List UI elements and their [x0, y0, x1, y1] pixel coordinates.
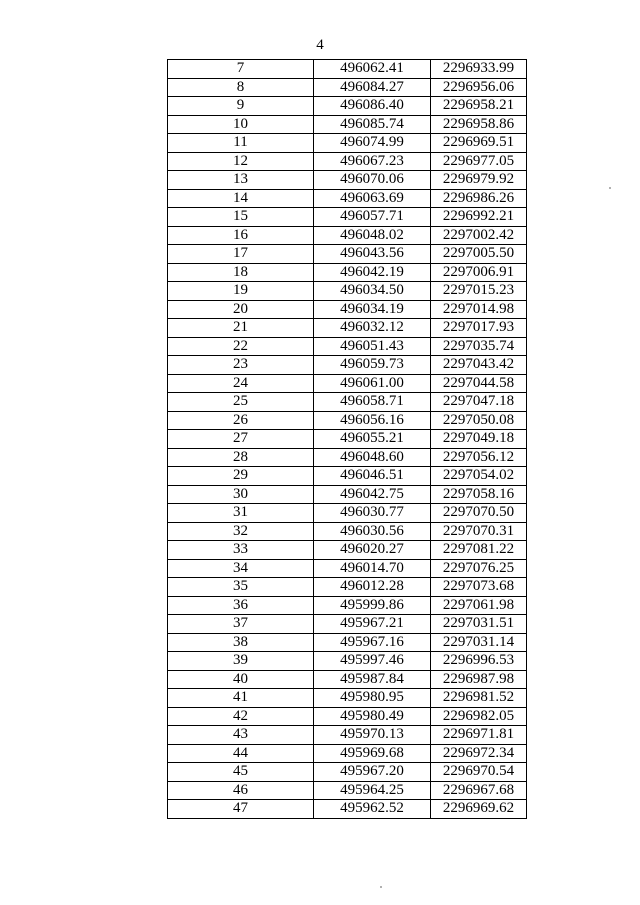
- x-coordinate-cell: 496020.27: [314, 541, 431, 560]
- x-coordinate-cell: 495987.84: [314, 670, 431, 689]
- y-coordinate-cell: 2297015.23: [431, 282, 527, 301]
- table-row: [168, 689, 527, 708]
- y-coordinate-cell: 2296956.06: [431, 78, 527, 97]
- x-coordinate-cell: 496034.50: [314, 282, 431, 301]
- table-row: [168, 448, 527, 467]
- table-row: [168, 300, 527, 319]
- y-coordinate-cell: 2296982.05: [431, 707, 527, 726]
- point-number-cell: 34: [168, 559, 314, 578]
- table-row: [168, 800, 527, 819]
- point-number-cell: 16: [168, 226, 314, 245]
- point-number-cell: 14: [168, 189, 314, 208]
- y-coordinate-cell: 2297070.31: [431, 522, 527, 541]
- table-row: [168, 633, 527, 652]
- y-coordinate-cell: 2296958.86: [431, 115, 527, 134]
- x-coordinate-cell: 496043.56: [314, 245, 431, 264]
- point-number-cell: 23: [168, 356, 314, 375]
- table-row: [168, 652, 527, 671]
- y-coordinate-cell: 2296996.53: [431, 652, 527, 671]
- point-number-cell: 25: [168, 393, 314, 412]
- point-number-cell: 21: [168, 319, 314, 338]
- x-coordinate-cell: 495980.49: [314, 707, 431, 726]
- table-row: [168, 208, 527, 227]
- x-coordinate-cell: 496032.12: [314, 319, 431, 338]
- x-coordinate-cell: 496030.77: [314, 504, 431, 523]
- y-coordinate-cell: 2297047.18: [431, 393, 527, 412]
- y-coordinate-cell: 2296969.51: [431, 134, 527, 153]
- x-coordinate-cell: 495970.13: [314, 726, 431, 745]
- x-coordinate-cell: 496055.21: [314, 430, 431, 449]
- x-coordinate-cell: 496056.16: [314, 411, 431, 430]
- x-coordinate-cell: 496084.27: [314, 78, 431, 97]
- point-number-cell: 32: [168, 522, 314, 541]
- x-coordinate-cell: 496086.40: [314, 97, 431, 116]
- x-coordinate-cell: 496062.41: [314, 60, 431, 79]
- y-coordinate-cell: 2297043.42: [431, 356, 527, 375]
- table-row: [168, 189, 527, 208]
- point-number-cell: 46: [168, 781, 314, 800]
- y-coordinate-cell: 2297050.08: [431, 411, 527, 430]
- point-number-cell: 42: [168, 707, 314, 726]
- table-row: [168, 337, 527, 356]
- coordinates-table: [167, 59, 527, 819]
- y-coordinate-cell: 2296979.92: [431, 171, 527, 190]
- point-number-cell: 44: [168, 744, 314, 763]
- point-number-cell: 37: [168, 615, 314, 634]
- x-coordinate-cell: 496048.02: [314, 226, 431, 245]
- table-row: [168, 60, 527, 79]
- table-row: [168, 152, 527, 171]
- table-row: [168, 596, 527, 615]
- point-number-cell: 19: [168, 282, 314, 301]
- point-number-cell: 13: [168, 171, 314, 190]
- point-number-cell: 43: [168, 726, 314, 745]
- x-coordinate-cell: 496042.75: [314, 485, 431, 504]
- x-coordinate-cell: 496046.51: [314, 467, 431, 486]
- x-coordinate-cell: 495999.86: [314, 596, 431, 615]
- scan-speck: [609, 187, 611, 189]
- y-coordinate-cell: 2296933.99: [431, 60, 527, 79]
- y-coordinate-cell: 2297014.98: [431, 300, 527, 319]
- point-number-cell: 45: [168, 763, 314, 782]
- x-coordinate-cell: 495997.46: [314, 652, 431, 671]
- y-coordinate-cell: 2296977.05: [431, 152, 527, 171]
- table-row: [168, 374, 527, 393]
- table-row: [168, 744, 527, 763]
- x-coordinate-cell: 496034.19: [314, 300, 431, 319]
- x-coordinate-cell: 496051.43: [314, 337, 431, 356]
- point-number-cell: 27: [168, 430, 314, 449]
- y-coordinate-cell: 2296986.26: [431, 189, 527, 208]
- x-coordinate-cell: 496063.69: [314, 189, 431, 208]
- point-number-cell: 18: [168, 263, 314, 282]
- point-number-cell: 28: [168, 448, 314, 467]
- y-coordinate-cell: 2297005.50: [431, 245, 527, 264]
- x-coordinate-cell: 496070.06: [314, 171, 431, 190]
- y-coordinate-cell: 2297031.14: [431, 633, 527, 652]
- point-number-cell: 31: [168, 504, 314, 523]
- y-coordinate-cell: 2297070.50: [431, 504, 527, 523]
- table-row: [168, 485, 527, 504]
- x-coordinate-cell: 496085.74: [314, 115, 431, 134]
- x-coordinate-cell: 495967.21: [314, 615, 431, 634]
- y-coordinate-cell: 2297017.93: [431, 319, 527, 338]
- y-coordinate-cell: 2297061.98: [431, 596, 527, 615]
- y-coordinate-cell: 2297073.68: [431, 578, 527, 597]
- table-row: [168, 115, 527, 134]
- point-number-cell: 20: [168, 300, 314, 319]
- y-coordinate-cell: 2297006.91: [431, 263, 527, 282]
- x-coordinate-cell: 496067.23: [314, 152, 431, 171]
- y-coordinate-cell: 2297049.18: [431, 430, 527, 449]
- point-number-cell: 12: [168, 152, 314, 171]
- point-number-cell: 24: [168, 374, 314, 393]
- point-number-cell: 8: [168, 78, 314, 97]
- x-coordinate-cell: 496057.71: [314, 208, 431, 227]
- x-coordinate-cell: 495980.95: [314, 689, 431, 708]
- y-coordinate-cell: 2297035.74: [431, 337, 527, 356]
- table-row: [168, 226, 527, 245]
- x-coordinate-cell: 496059.73: [314, 356, 431, 375]
- coordinates-table-body: [168, 60, 527, 819]
- y-coordinate-cell: 2297081.22: [431, 541, 527, 560]
- point-number-cell: 29: [168, 467, 314, 486]
- point-number-cell: 15: [168, 208, 314, 227]
- table-row: [168, 171, 527, 190]
- y-coordinate-cell: 2296969.62: [431, 800, 527, 819]
- y-coordinate-cell: 2296970.54: [431, 763, 527, 782]
- table-row: [168, 504, 527, 523]
- x-coordinate-cell: 496074.99: [314, 134, 431, 153]
- x-coordinate-cell: 496014.70: [314, 559, 431, 578]
- table-row: [168, 134, 527, 153]
- table-row: [168, 615, 527, 634]
- y-coordinate-cell: 2297044.58: [431, 374, 527, 393]
- table-row: [168, 393, 527, 412]
- x-coordinate-cell: 496058.71: [314, 393, 431, 412]
- table-row: [168, 411, 527, 430]
- table-row: [168, 282, 527, 301]
- point-number-cell: 33: [168, 541, 314, 560]
- x-coordinate-cell: 496012.28: [314, 578, 431, 597]
- x-coordinate-cell: 496042.19: [314, 263, 431, 282]
- point-number-cell: 10: [168, 115, 314, 134]
- table-row: [168, 726, 527, 745]
- table-row: [168, 781, 527, 800]
- table-row: [168, 97, 527, 116]
- x-coordinate-cell: 495962.52: [314, 800, 431, 819]
- y-coordinate-cell: 2296967.68: [431, 781, 527, 800]
- table-row: [168, 78, 527, 97]
- point-number-cell: 22: [168, 337, 314, 356]
- table-row: [168, 763, 527, 782]
- table-row: [168, 245, 527, 264]
- y-coordinate-cell: 2297054.02: [431, 467, 527, 486]
- point-number-cell: 39: [168, 652, 314, 671]
- table-row: [168, 263, 527, 282]
- x-coordinate-cell: 495967.16: [314, 633, 431, 652]
- point-number-cell: 36: [168, 596, 314, 615]
- point-number-cell: 17: [168, 245, 314, 264]
- x-coordinate-cell: 495964.25: [314, 781, 431, 800]
- page-number: 4: [316, 37, 324, 53]
- y-coordinate-cell: 2296958.21: [431, 97, 527, 116]
- point-number-cell: 26: [168, 411, 314, 430]
- y-coordinate-cell: 2296972.34: [431, 744, 527, 763]
- table-row: [168, 541, 527, 560]
- table-row: [168, 522, 527, 541]
- y-coordinate-cell: 2296981.52: [431, 689, 527, 708]
- y-coordinate-cell: 2297076.25: [431, 559, 527, 578]
- table-row: [168, 670, 527, 689]
- x-coordinate-cell: 496061.00: [314, 374, 431, 393]
- y-coordinate-cell: 2296987.98: [431, 670, 527, 689]
- table-row: [168, 430, 527, 449]
- scan-speck: [380, 886, 382, 888]
- x-coordinate-cell: 495967.20: [314, 763, 431, 782]
- x-coordinate-cell: 496030.56: [314, 522, 431, 541]
- table-row: [168, 578, 527, 597]
- y-coordinate-cell: 2297031.51: [431, 615, 527, 634]
- point-number-cell: 47: [168, 800, 314, 819]
- table-row: [168, 467, 527, 486]
- x-coordinate-cell: 496048.60: [314, 448, 431, 467]
- point-number-cell: 30: [168, 485, 314, 504]
- y-coordinate-cell: 2297002.42: [431, 226, 527, 245]
- point-number-cell: 38: [168, 633, 314, 652]
- y-coordinate-cell: 2297058.16: [431, 485, 527, 504]
- y-coordinate-cell: 2296971.81: [431, 726, 527, 745]
- table-row: [168, 319, 527, 338]
- table-row: [168, 559, 527, 578]
- y-coordinate-cell: 2297056.12: [431, 448, 527, 467]
- point-number-cell: 41: [168, 689, 314, 708]
- point-number-cell: 35: [168, 578, 314, 597]
- table-row: [168, 356, 527, 375]
- table-row: [168, 707, 527, 726]
- point-number-cell: 40: [168, 670, 314, 689]
- y-coordinate-cell: 2296992.21: [431, 208, 527, 227]
- x-coordinate-cell: 495969.68: [314, 744, 431, 763]
- point-number-cell: 9: [168, 97, 314, 116]
- point-number-cell: 11: [168, 134, 314, 153]
- point-number-cell: 7: [168, 60, 314, 79]
